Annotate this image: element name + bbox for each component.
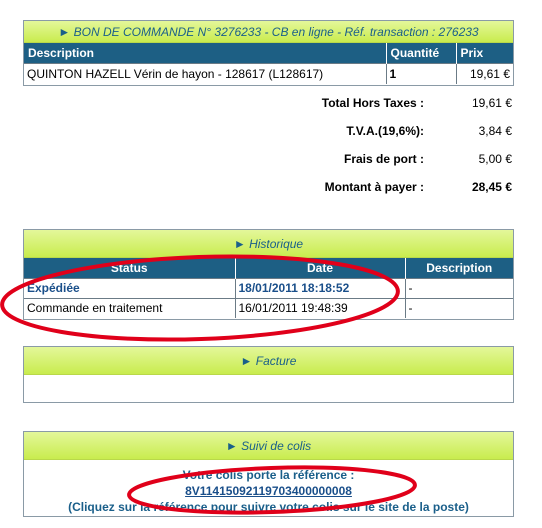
col-status: Status — [24, 258, 235, 278]
col-date: Date — [235, 258, 405, 278]
amount-due-value: 28,45 € — [471, 180, 512, 194]
total-ht-label: Total Hors Taxes : — [321, 96, 424, 110]
tracking-reference-link[interactable]: 8V11415092119703400000008 — [185, 484, 352, 498]
amount-due-row — [260, 180, 514, 194]
tva-value: 3,84 € — [478, 124, 512, 138]
tva-row — [260, 124, 514, 138]
item-quantity: 1 — [386, 63, 456, 84]
table-row — [24, 298, 513, 318]
invoice-panel — [23, 346, 514, 403]
total-ht-row — [260, 96, 514, 110]
shipping-value: 5,00 € — [478, 152, 512, 166]
tracking-title: ► Suivi de colis — [24, 432, 513, 460]
table-row — [24, 278, 513, 298]
amount-due-label: Montant à payer : — [324, 180, 424, 194]
tva-label: T.V.A.(19,6%): — [346, 124, 424, 138]
order-table — [24, 43, 513, 84]
history-title: ► Historique — [24, 230, 513, 258]
item-description: QUINTON HAZELL Vérin de hayon - 128617 (L128617) — [24, 63, 386, 84]
invoice-title[interactable]: ► Facture — [24, 347, 513, 375]
order-table-header — [24, 43, 513, 63]
col-price: Prix — [456, 43, 513, 63]
tracking-panel — [23, 431, 514, 517]
total-ht-value: 19,61 € — [471, 96, 512, 110]
col-quantity: Quantité — [386, 43, 456, 63]
item-price: 19,61 € — [456, 63, 513, 84]
history-panel — [23, 229, 514, 320]
shipping-row — [260, 152, 514, 166]
description-processing: - — [405, 298, 513, 318]
date-processing: 16/01/2011 19:48:39 — [235, 298, 405, 318]
date-shipped: 18/01/2011 18:18:52 — [235, 278, 405, 298]
tracking-body — [24, 468, 513, 514]
order-title: ► BON DE COMMANDE N° 3276233 - CB en ligne - Réf. transaction : 276233 — [24, 21, 513, 43]
description-shipped: - — [405, 278, 513, 298]
history-table-header — [24, 258, 513, 278]
table-row — [24, 63, 513, 84]
col-history-description: Description — [405, 258, 513, 278]
history-table — [24, 258, 513, 318]
status-shipped: Expédiée — [24, 278, 235, 298]
order-summary-panel — [23, 20, 514, 86]
shipping-label: Frais de port : — [343, 152, 424, 166]
tracking-intro: Votre colis porte la référence : — [182, 468, 355, 482]
col-description: Description — [24, 43, 386, 63]
status-processing: Commande en traitement — [24, 298, 235, 318]
tracking-instructions: (Cliquez sur la référence pour suivre votre colis sur le site de la poste) — [68, 500, 469, 514]
